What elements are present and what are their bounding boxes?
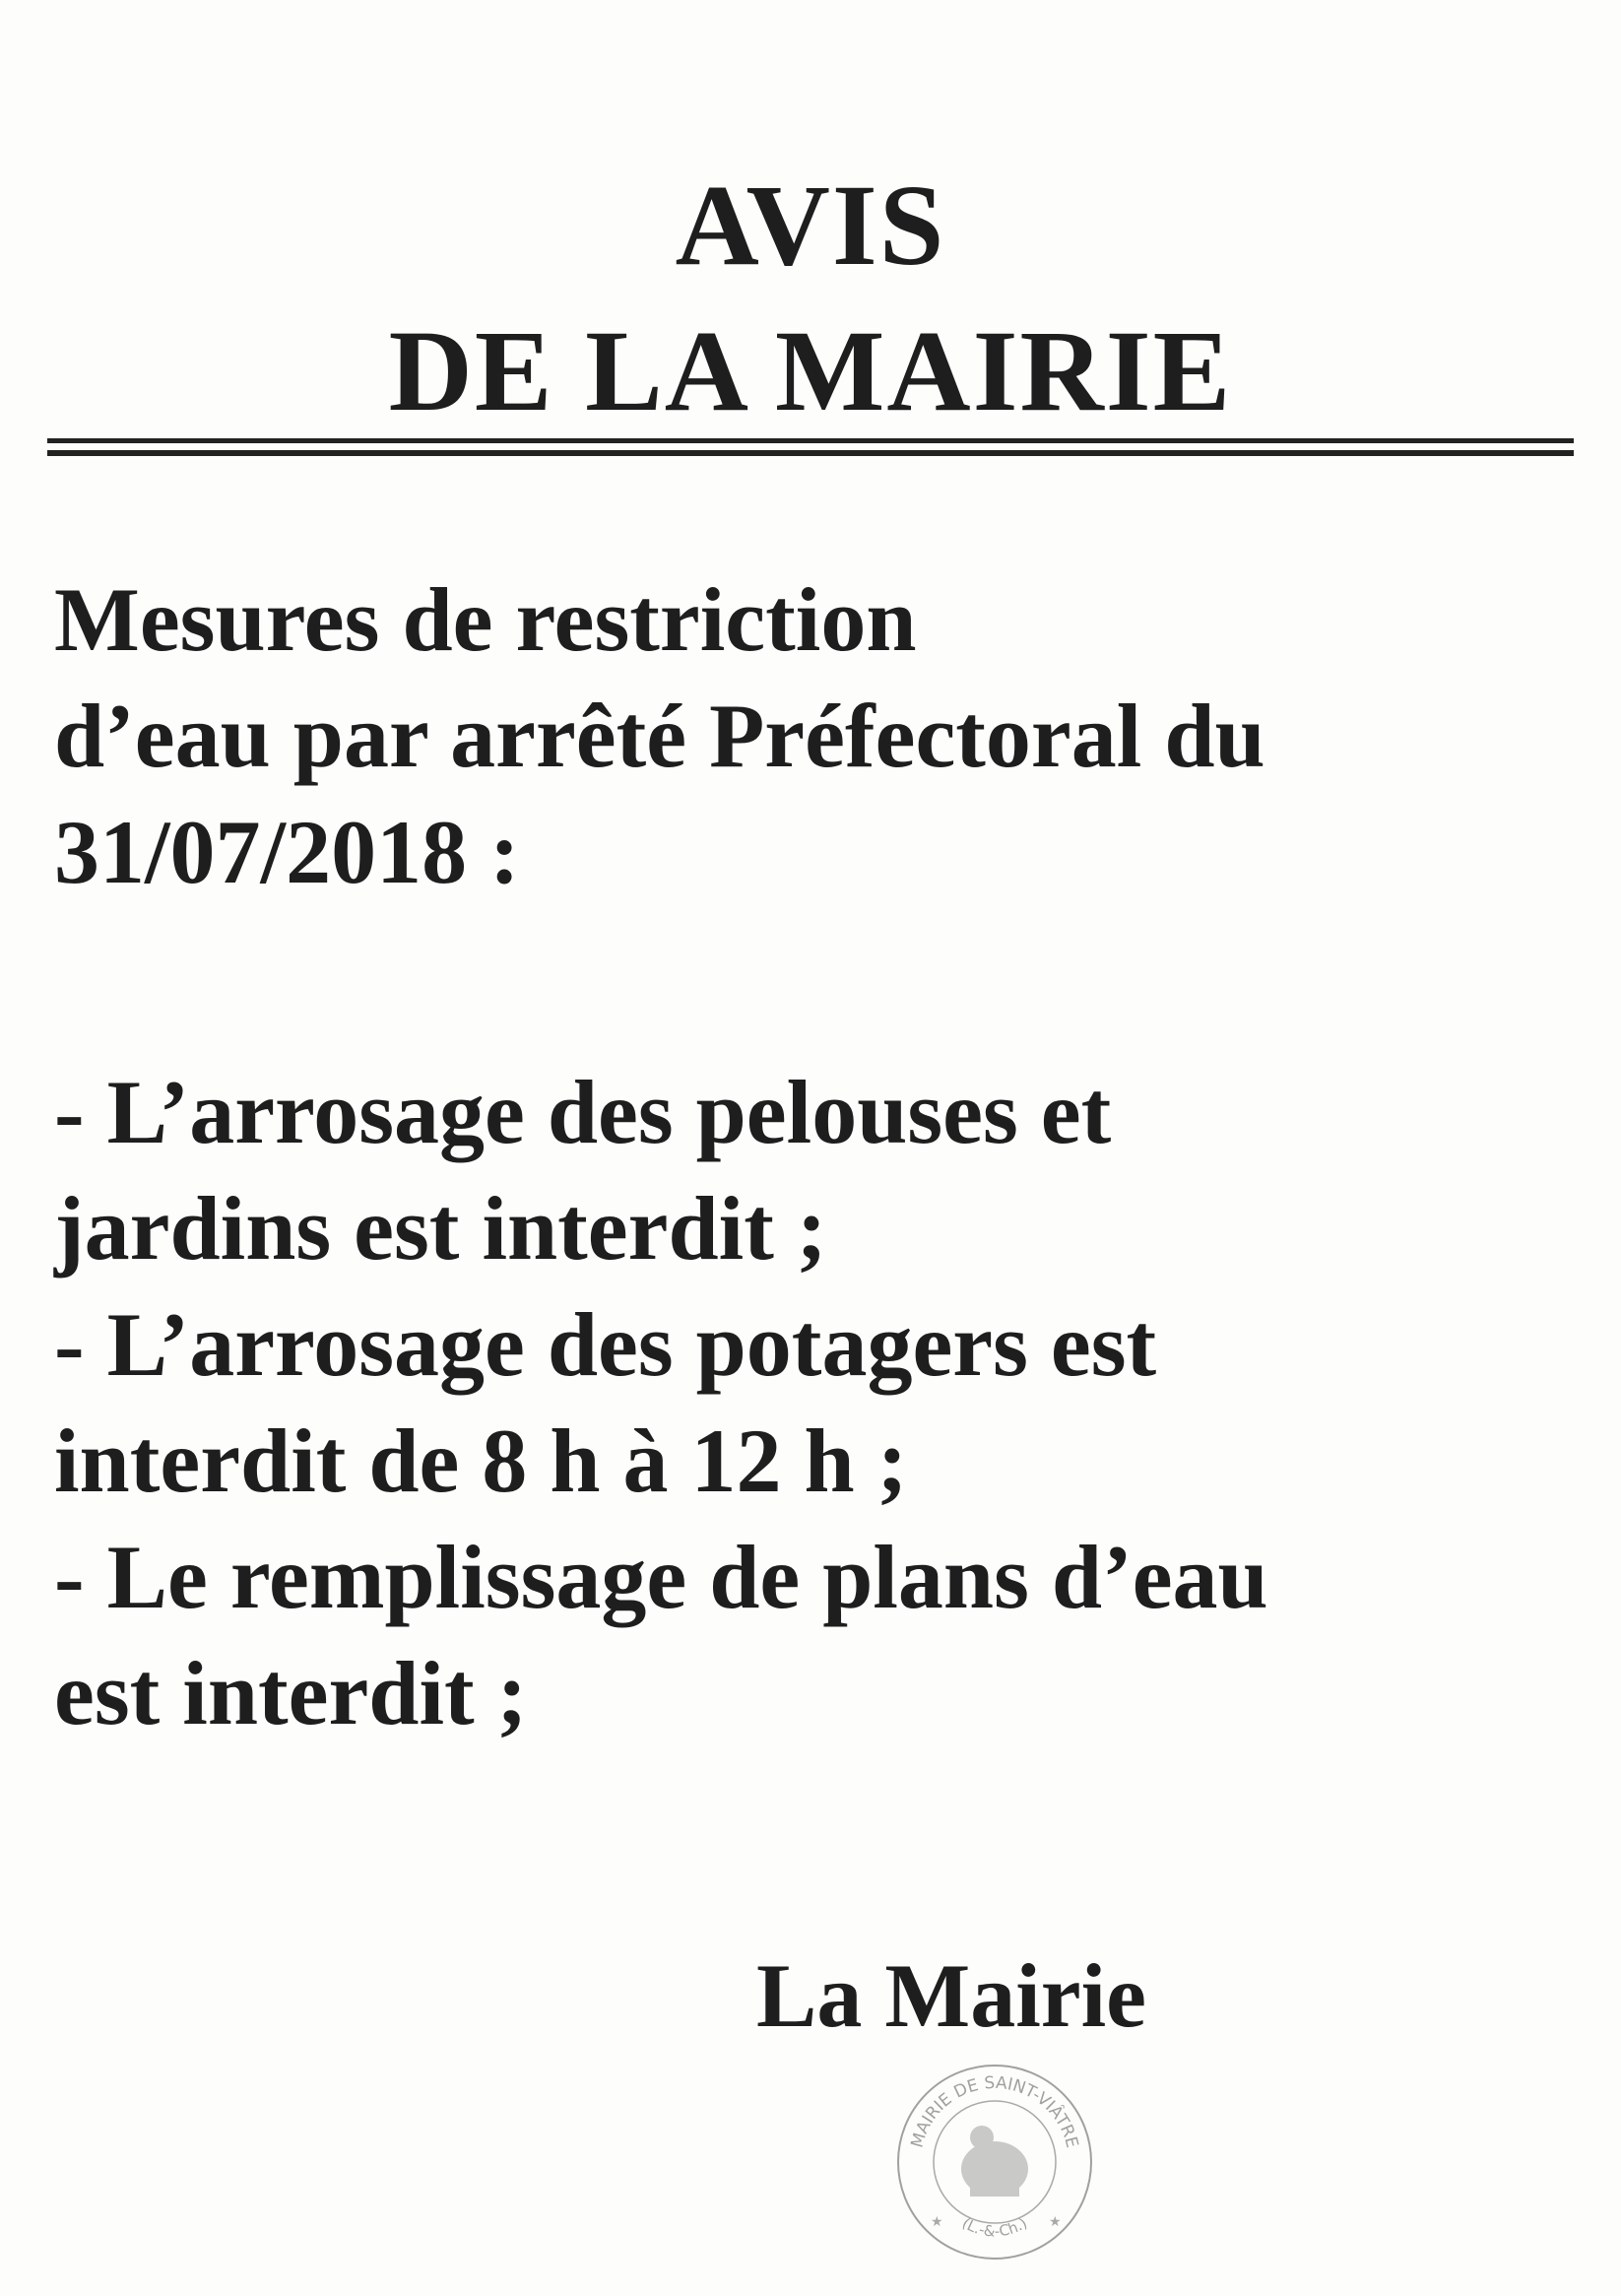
double-rule-bottom <box>47 450 1574 456</box>
official-stamp-icon <box>891 2059 1098 2265</box>
restriction-list <box>54 1054 1590 1751</box>
intro-paragraph <box>54 561 1590 910</box>
restriction-line: - L’arrosage des potagers est <box>54 1294 1157 1395</box>
stamp-top-text: MAIRIE DE SAINT-VIÂTRE <box>907 2072 1082 2150</box>
intro-line: 31/07/2018 : <box>54 802 520 902</box>
notice-title-avis: AVIS <box>675 161 946 290</box>
restriction-line: - Le remplissage de plans d’eau <box>54 1527 1268 1627</box>
intro-line: Mesures de restriction <box>54 569 917 670</box>
intro-line: d’eau par arrêté Préfectoral du <box>54 686 1265 786</box>
restriction-line: jardins est interdit ; <box>54 1178 827 1279</box>
svg-text:MAIRIE DE SAINT-VIÂTRE <box>907 2073 1081 2150</box>
notice-title-mairie: DE LA MAIRIE <box>388 306 1233 435</box>
svg-text:(L.-&-Ch.) <box>959 2214 1030 2241</box>
stamp-bottom-text: (L.-&-Ch.) <box>958 2213 1031 2241</box>
signature: La Mairie <box>756 1945 1146 2046</box>
svg-text:★: ★ <box>1049 2214 1062 2230</box>
restriction-line: est interdit ; <box>54 1643 528 1743</box>
restriction-line: - L’arrosage des pelouses et <box>54 1062 1112 1162</box>
svg-text:★: ★ <box>931 2214 943 2230</box>
restriction-line: interdit de 8 h à 12 h ; <box>54 1410 908 1511</box>
double-rule-top <box>47 438 1574 443</box>
